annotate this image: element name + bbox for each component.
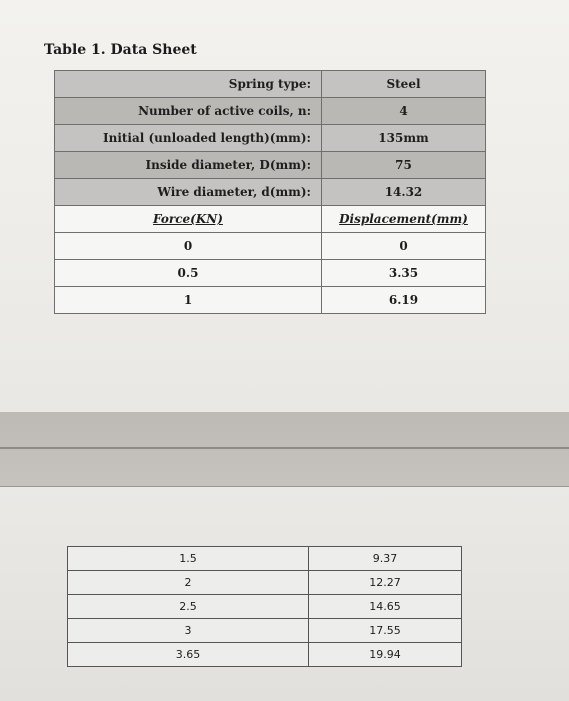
force-cell: 1.5 <box>68 547 309 571</box>
page-gap <box>0 412 569 486</box>
data-sheet-table <box>54 70 486 314</box>
table-row <box>55 71 486 98</box>
displacement-cell: 0 <box>322 233 486 260</box>
force-cell: 0.5 <box>55 260 322 287</box>
inside-diameter-value: 75 <box>322 152 486 179</box>
continued-data-table <box>67 546 462 667</box>
initial-length-label: Initial (unloaded length)(mm): <box>55 125 322 152</box>
table-row <box>68 619 462 643</box>
table-row <box>68 595 462 619</box>
force-cell: 2 <box>68 571 309 595</box>
table-row <box>55 179 486 206</box>
inside-diameter-label: Inside diameter, D(mm): <box>55 152 322 179</box>
force-column-header: Force(KN) <box>55 206 322 233</box>
force-cell: 2.5 <box>68 595 309 619</box>
spring-type-label: Spring type: <box>55 71 322 98</box>
force-cell: 3 <box>68 619 309 643</box>
active-coils-label: Number of active coils, n: <box>55 98 322 125</box>
table-row <box>55 125 486 152</box>
displacement-cell: 3.35 <box>322 260 486 287</box>
page-divider <box>0 447 569 449</box>
force-cell: 1 <box>55 287 322 314</box>
force-cell: 0 <box>55 233 322 260</box>
displacement-cell: 14.65 <box>309 595 462 619</box>
table-row <box>68 547 462 571</box>
table-row <box>68 643 462 667</box>
displacement-cell: 17.55 <box>309 619 462 643</box>
table-row <box>55 287 486 314</box>
displacement-cell: 9.37 <box>309 547 462 571</box>
active-coils-value: 4 <box>322 98 486 125</box>
wire-diameter-value: 14.32 <box>322 179 486 206</box>
wire-diameter-label: Wire diameter, d(mm): <box>55 179 322 206</box>
displacement-cell: 19.94 <box>309 643 462 667</box>
displacement-cell: 6.19 <box>322 287 486 314</box>
table-title: Table 1. Data Sheet <box>44 42 197 58</box>
table-row <box>55 233 486 260</box>
displacement-cell: 12.27 <box>309 571 462 595</box>
column-header-row <box>55 206 486 233</box>
force-cell: 3.65 <box>68 643 309 667</box>
displacement-column-header: Displacement(mm) <box>322 206 486 233</box>
initial-length-value: 135mm <box>322 125 486 152</box>
table-row <box>55 98 486 125</box>
table-row <box>55 152 486 179</box>
spring-type-value: Steel <box>322 71 486 98</box>
table-row <box>68 571 462 595</box>
table-row <box>55 260 486 287</box>
